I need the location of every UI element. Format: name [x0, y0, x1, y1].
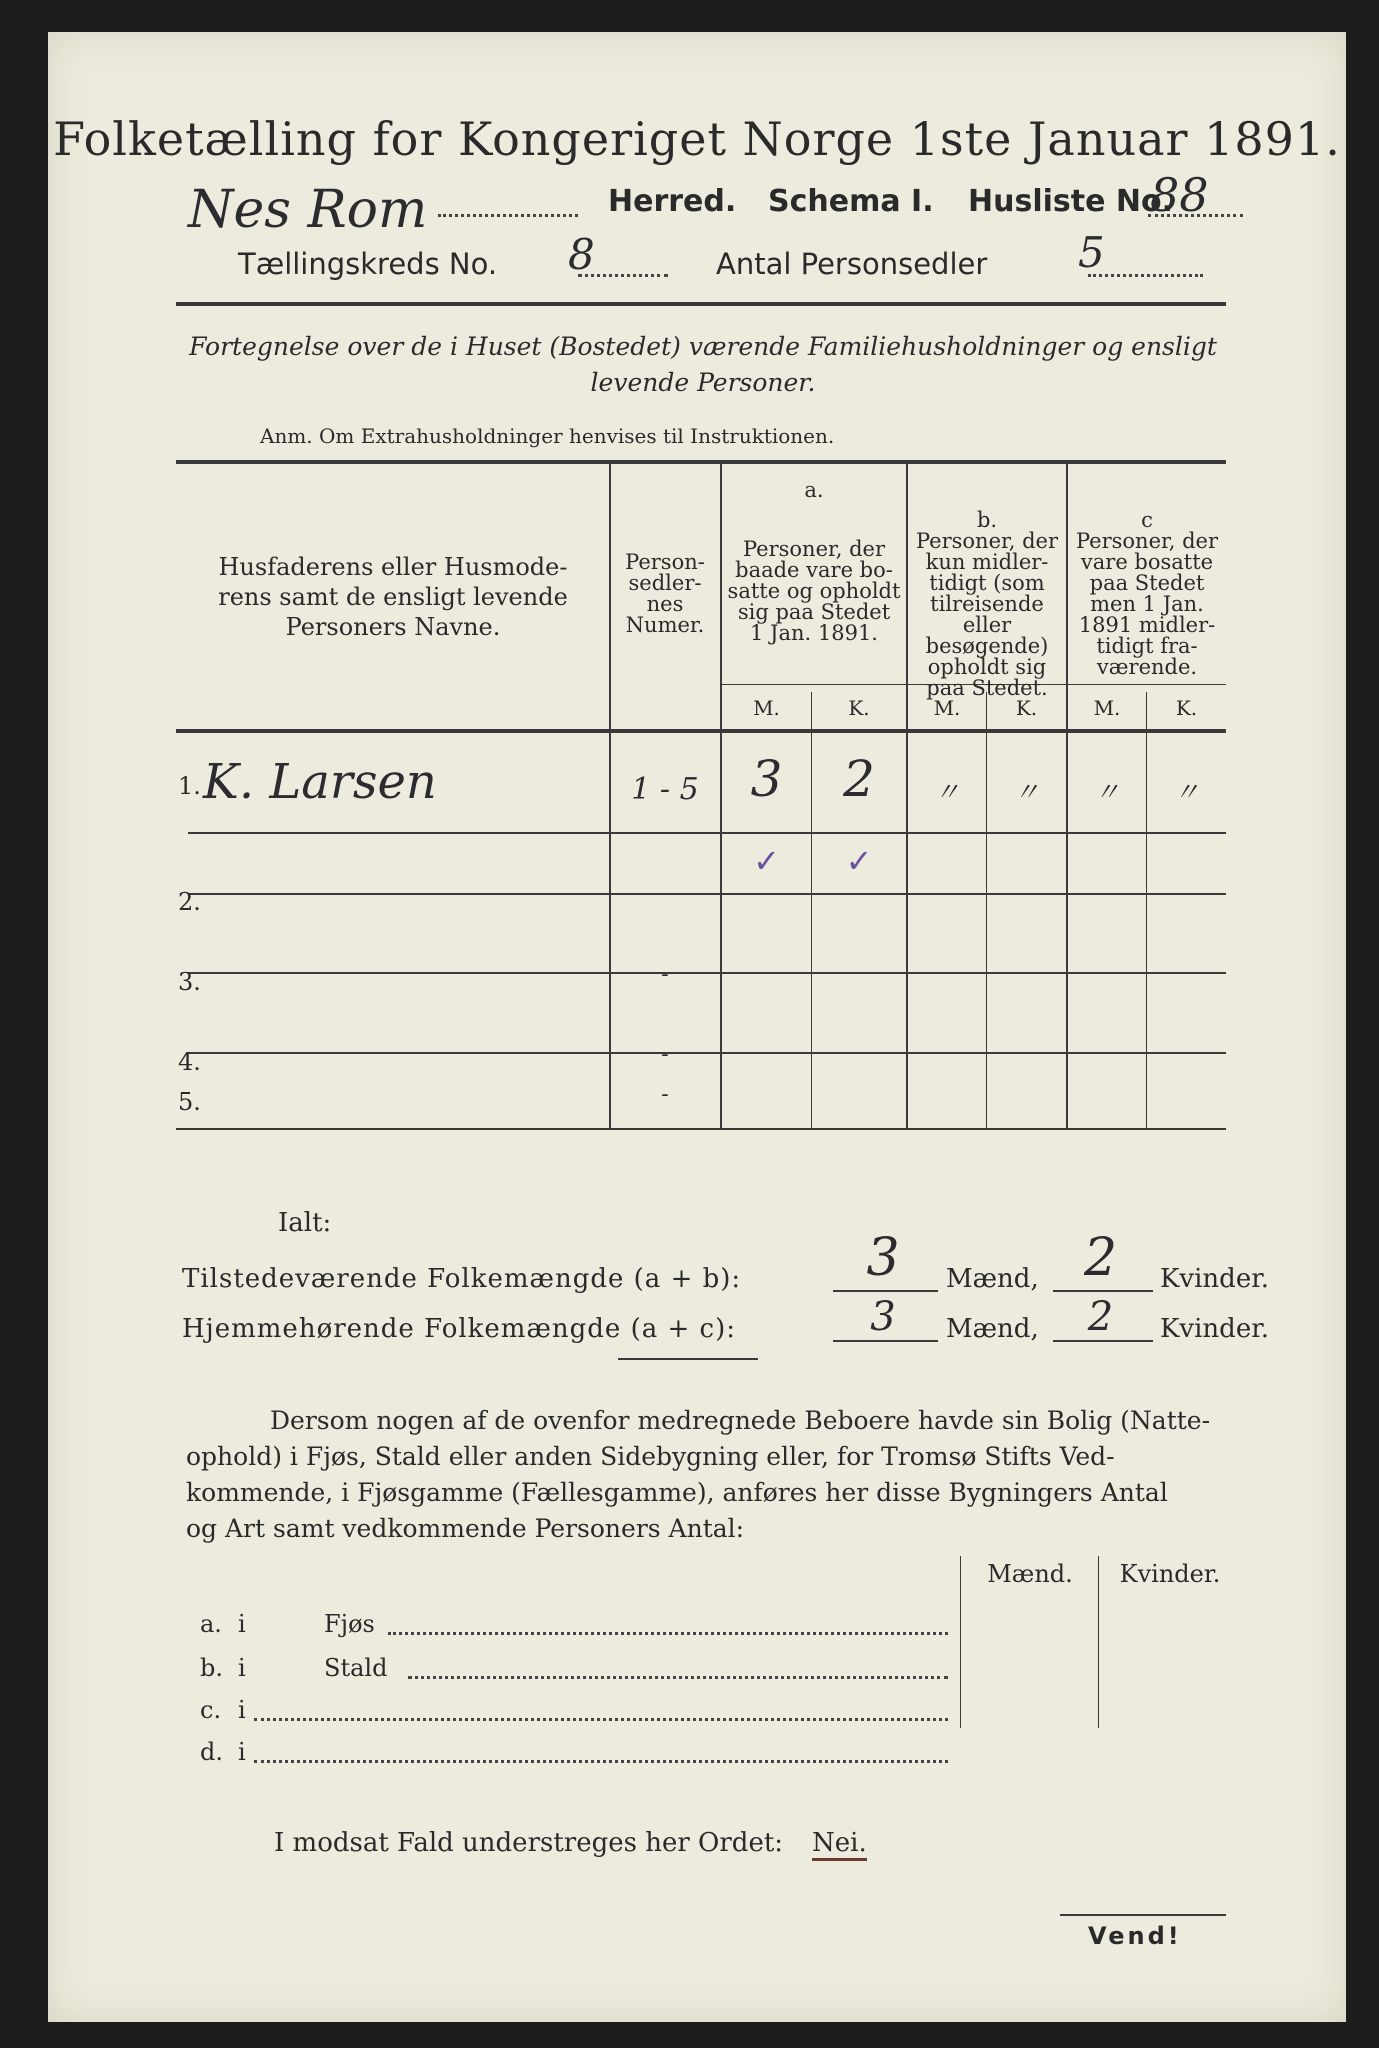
row-1-a-k-check-icon: ✓ [845, 842, 873, 880]
building-col-maend: Mænd. [987, 1560, 1073, 1588]
building-b-dots [408, 1676, 948, 1679]
header-numer-line4: Numer. [625, 613, 705, 637]
header-col-c-line5: 1891 midler- [1078, 613, 1216, 637]
building-b-letter: b. [200, 1654, 223, 1682]
header-col-c [1068, 510, 1226, 678]
herred-value: Nes Rom [188, 180, 428, 240]
row-3-numer: - [661, 962, 669, 987]
row-1-numer: 1 - 5 [631, 772, 699, 807]
hjemme-kvinder-rule [1053, 1340, 1153, 1342]
tilsted-kvinder-rule [1053, 1290, 1153, 1292]
building-b-prep: i [238, 1654, 246, 1682]
header-names-line2: rens samt de ensligt levende [218, 583, 568, 611]
row-4-numer: - [661, 1042, 669, 1067]
header-col-b-line8: paa Stedet. [926, 676, 1048, 700]
header-col-b-line2: kun midler- [925, 550, 1049, 574]
building-col-kvinder: Kvinder. [1119, 1560, 1221, 1588]
building-a-letter: a. [200, 1610, 222, 1638]
header-col-c-line1: Personer, der [1075, 529, 1219, 553]
row-1-rule [188, 832, 1226, 834]
c-k-label: K. [1175, 696, 1198, 720]
hjemme-maend-label: Mænd, [946, 1314, 1039, 1344]
notice-line2: ophold) i Fjøs, Stald eller anden Sidebygning eller, for Tromsø Stifts Ved- [186, 1442, 1115, 1471]
anm-note: Anm. Om Extrahusholdninger henvises til Instruktionen. [260, 424, 835, 448]
intro-line2: levende Personer. [590, 368, 816, 397]
intro-line1: Fortegnelse over de i Huset (Bostedet) værende Familiehusholdninger og ensligt [189, 332, 1217, 361]
modsat-text: I modsat Fald understreges her Ordet: [274, 1828, 784, 1858]
header-col-a-line4: sig paa Stedet [737, 600, 891, 624]
header-names-line1: Husfaderens eller Husmode- [218, 553, 568, 581]
row-3-number: 3. [178, 968, 201, 996]
husliste-label: Husliste No. [968, 184, 1173, 219]
header-numer-line3: nes [646, 592, 684, 616]
row-1-number: 1. [178, 772, 201, 800]
form-title: Folketælling for Kongeriget Norge 1ste Januar 1891. [53, 112, 1341, 166]
header-col-a-letter: a. [804, 478, 824, 502]
c-m-label: M. [1093, 696, 1121, 720]
row-1-a-k: 2 [843, 750, 875, 808]
building-c-letter: c. [200, 1696, 222, 1724]
col-divider-cMK [1146, 692, 1147, 1128]
herred-label: Herred. [608, 184, 737, 219]
tilsted-maend-rule [833, 1290, 938, 1292]
tilsted-kvinder-value: 2 [1083, 1228, 1118, 1288]
census-form-page [48, 32, 1346, 2022]
row-2-rule [188, 893, 1226, 895]
notice-line4: og Art samt vedkommende Personers Antal: [186, 1514, 745, 1543]
header-col-c-line3: paa Stedet [1089, 571, 1205, 595]
notice-line1: Dersom nogen af de ovenfor medregnede Beboere havde sin Bolig (Natte- [270, 1406, 1211, 1435]
header-col-a-line2: baade vare bo- [735, 558, 893, 582]
table-top-rule [176, 460, 1226, 464]
section-divider [618, 1358, 758, 1360]
header-col-a [722, 480, 906, 644]
header-col-b-line6: besøgende) [925, 634, 1049, 658]
building-c-dots [254, 1718, 948, 1721]
header-col-a-line5: 1 Jan. 1891. [750, 621, 878, 645]
a-m-label: M. [753, 696, 780, 720]
row-1-a-m-check-icon: ✓ [753, 842, 780, 880]
herred-dots [438, 214, 578, 217]
header-numer [611, 552, 719, 636]
header-col-b-line1: Personer, der [915, 529, 1059, 553]
header-col-b [908, 510, 1066, 699]
building-d-letter: d. [200, 1738, 223, 1766]
header-col-c-letter: c [1141, 508, 1153, 532]
hjemme-maend-rule [833, 1340, 938, 1342]
row-2-number: 2. [178, 888, 201, 916]
header-col-c-line7: værende. [1096, 655, 1198, 679]
building-col-divider-1 [960, 1556, 961, 1728]
tilsted-kvinder-label: Kvinder. [1160, 1264, 1270, 1294]
vend-label: Vend! [1088, 1922, 1182, 1950]
schema-label: Schema I. [768, 184, 934, 219]
row-1-b-k: 〃 [1013, 778, 1040, 808]
row-5-number: 5. [178, 1088, 201, 1116]
hjemme-label: Hjemmehørende Folkemængde (a + c): [182, 1314, 736, 1344]
husliste-dots [1148, 214, 1243, 217]
hjemme-maend-value: 3 [870, 1294, 896, 1340]
personsedler-value: 5 [1078, 228, 1105, 277]
building-b-label: Stald [324, 1654, 388, 1682]
header-names [183, 552, 603, 642]
header-col-a-line3: satte og opholdt [727, 579, 901, 603]
a-k-label: K. [848, 696, 870, 720]
header-col-b-letter: b. [976, 508, 998, 532]
vend-rule [1060, 1914, 1226, 1916]
tilsted-label: Tilstedeværende Folkemængde (a + b): [182, 1264, 742, 1294]
building-a-label: Fjøs [324, 1610, 375, 1638]
tilsted-maend-label: Mænd, [946, 1264, 1039, 1294]
building-a-prep: i [238, 1610, 246, 1638]
building-a-dots [388, 1632, 948, 1635]
col-divider-bMK [986, 692, 987, 1128]
building-col-divider-2 [1098, 1556, 1099, 1728]
row-1-c-m: 〃 [1093, 778, 1120, 808]
row-1-b-m: 〃 [933, 778, 960, 808]
personsedler-label: Antal Personsedler [716, 247, 988, 281]
header-col-c-line6: tidigt fra- [1096, 634, 1198, 658]
building-d-prep: i [238, 1738, 246, 1766]
header-numer-line1: Person- [625, 550, 705, 574]
husliste-value: 88 [1150, 168, 1209, 222]
header-col-b-line4: tilreisende [930, 592, 1044, 616]
building-d-dots [254, 1760, 948, 1763]
header-col-b-line5: eller [962, 613, 1012, 637]
table-header-bottom-rule [176, 729, 1226, 733]
header-col-a-line1: Personer, der [742, 537, 886, 561]
table-bottom-rule [176, 1128, 1226, 1130]
hjemme-kvinder-label: Kvinder. [1160, 1314, 1270, 1344]
row-1-a-m: 3 [750, 750, 783, 808]
row-1-c-k: 〃 [1173, 778, 1200, 808]
row-4-number: 4. [178, 1048, 201, 1076]
row-5-numer: - [661, 1082, 669, 1107]
header-col-b-line3: tidigt (som [929, 571, 1045, 595]
header-numer-line2: sedler- [628, 571, 702, 595]
b-m-label: M. [933, 696, 961, 720]
notice-line3: kommende, i Fjøsgamme (Fællesgamme), anføres her disse Bygningers Antal [186, 1478, 1168, 1507]
header-col-c-line2: vare bosatte [1080, 550, 1214, 574]
row-1-name: K. Larsen [203, 754, 437, 810]
nei-word: Nei. [812, 1828, 867, 1861]
header-col-c-line4: men 1 Jan. [1090, 592, 1204, 616]
hjemme-kvinder-value: 2 [1087, 1294, 1114, 1340]
kreds-value: 8 [568, 230, 595, 279]
header-col-b-line7: opholdt sig [927, 655, 1047, 679]
ialt-label: Ialt: [278, 1208, 332, 1238]
kreds-label: Tællingskreds No. [238, 247, 498, 281]
building-c-prep: i [238, 1696, 246, 1724]
b-k-label: K. [1015, 696, 1038, 720]
personsedler-dots [1088, 274, 1203, 277]
header-rule [176, 302, 1226, 306]
header-names-line3: Personers Navne. [285, 613, 501, 641]
tilsted-maend-value: 3 [866, 1228, 900, 1288]
kreds-dots [578, 274, 668, 277]
